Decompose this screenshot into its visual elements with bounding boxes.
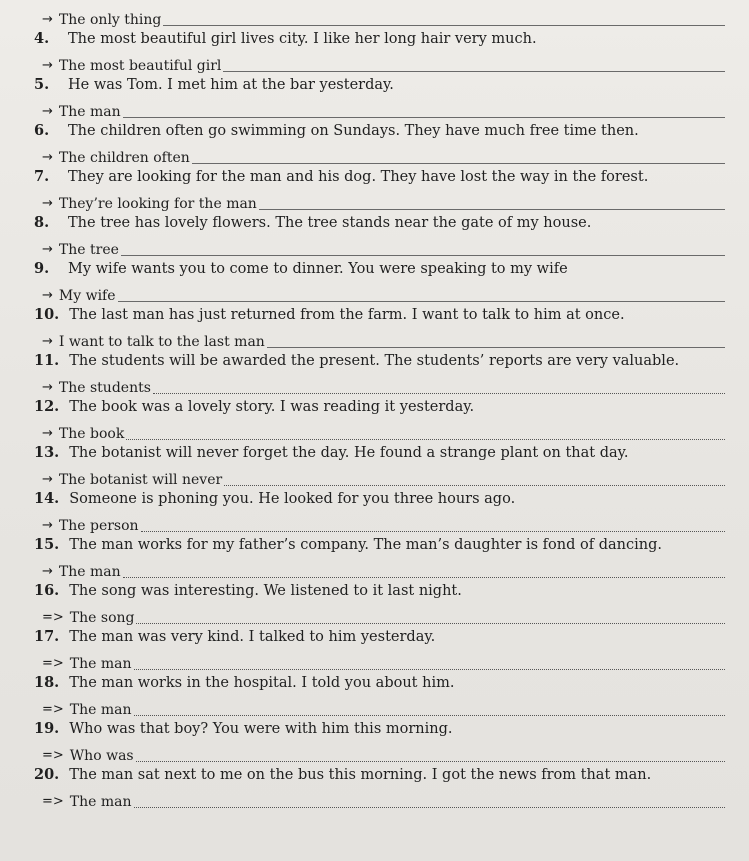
answer-line bbox=[28, 468, 739, 489]
exercise-item bbox=[28, 719, 739, 765]
answer-blank[interactable] bbox=[123, 563, 725, 578]
question-text: The children often go swimming on Sundays. They have much free time then. bbox=[68, 123, 639, 139]
answer-line bbox=[28, 744, 739, 765]
question-line bbox=[28, 213, 739, 238]
question-line bbox=[28, 167, 739, 192]
question-number: 11. bbox=[34, 352, 60, 369]
question-line bbox=[28, 397, 739, 422]
question-number: 6. bbox=[34, 122, 50, 139]
question-line bbox=[28, 29, 739, 54]
exercise-item bbox=[28, 167, 739, 213]
answer-stem: My wife bbox=[58, 288, 116, 304]
exercise-item bbox=[28, 75, 739, 121]
question-line bbox=[28, 765, 739, 790]
answer-stem: They’re looking for the man bbox=[58, 196, 257, 212]
question-text: He was Tom. I met him at the bar yesterday. bbox=[68, 77, 394, 93]
question-line bbox=[28, 581, 739, 606]
answer-blank[interactable] bbox=[118, 287, 725, 302]
question-number: 5. bbox=[34, 76, 50, 93]
exercise-item bbox=[28, 443, 739, 489]
exercise-item bbox=[28, 489, 739, 535]
exercise-item bbox=[28, 627, 739, 673]
question-text: The man works for my father’s company. The man’s daughter is fond of dancing. bbox=[69, 537, 662, 553]
answer-line bbox=[28, 284, 739, 305]
answer-blank[interactable] bbox=[134, 655, 725, 670]
answer-blank[interactable] bbox=[223, 57, 725, 72]
question-line bbox=[28, 535, 739, 560]
question-line bbox=[28, 673, 739, 698]
answer-blank[interactable] bbox=[123, 103, 725, 118]
question-text: My wife wants you to come to dinner. You were speaking to my wife bbox=[68, 261, 568, 277]
exercise-item bbox=[28, 8, 739, 29]
answer-stem: The man bbox=[58, 104, 121, 120]
answer-blank[interactable] bbox=[136, 609, 725, 624]
answer-stem: The man bbox=[69, 794, 132, 810]
answer-blank[interactable] bbox=[134, 701, 725, 716]
exercise-item bbox=[28, 29, 739, 75]
answer-line bbox=[28, 560, 739, 581]
implies-arrow-icon: => bbox=[42, 656, 64, 671]
answer-line bbox=[28, 330, 739, 351]
question-number: 10. bbox=[34, 306, 60, 323]
question-text: The man works in the hospital. I told you about him. bbox=[69, 675, 455, 691]
answer-line bbox=[28, 8, 739, 29]
answer-line bbox=[28, 54, 739, 75]
answer-line bbox=[28, 514, 739, 535]
answer-stem: Who was bbox=[69, 748, 134, 764]
answer-line bbox=[28, 192, 739, 213]
answer-blank[interactable] bbox=[126, 425, 725, 440]
question-line bbox=[28, 305, 739, 330]
question-text: The man sat next to me on the bus this morning. I got the news from that man. bbox=[69, 767, 652, 783]
question-number: 15. bbox=[34, 536, 60, 553]
exercise-item bbox=[28, 259, 739, 305]
question-number: 16. bbox=[34, 582, 60, 599]
question-text: The tree has lovely flowers. The tree stands near the gate of my house. bbox=[68, 215, 592, 231]
answer-line bbox=[28, 606, 739, 627]
question-number: 20. bbox=[34, 766, 60, 783]
question-number: 9. bbox=[34, 260, 50, 277]
question-text: The book was a lovely story. I was reading it yesterday. bbox=[69, 399, 475, 415]
question-number: 18. bbox=[34, 674, 60, 691]
exercise-item bbox=[28, 535, 739, 581]
answer-stem: The book bbox=[58, 426, 125, 442]
exercise-item bbox=[28, 351, 739, 397]
question-line bbox=[28, 627, 739, 652]
answer-blank[interactable] bbox=[134, 793, 725, 808]
question-number: 17. bbox=[34, 628, 60, 645]
answer-line bbox=[28, 376, 739, 397]
answer-stem: The man bbox=[69, 702, 132, 718]
answer-line bbox=[28, 422, 739, 443]
answer-blank[interactable] bbox=[224, 471, 725, 486]
answer-blank[interactable] bbox=[259, 195, 725, 210]
answer-stem: The man bbox=[69, 656, 132, 672]
answer-stem: The only thing bbox=[58, 12, 162, 28]
answer-blank[interactable] bbox=[267, 333, 725, 348]
answer-stem: The man bbox=[58, 564, 121, 580]
question-number: 13. bbox=[34, 444, 60, 461]
answer-blank[interactable] bbox=[153, 379, 725, 394]
question-number: 4. bbox=[34, 30, 50, 47]
exercise-item bbox=[28, 673, 739, 719]
answer-line bbox=[28, 146, 739, 167]
question-line bbox=[28, 719, 739, 744]
question-number: 12. bbox=[34, 398, 60, 415]
answer-blank[interactable] bbox=[121, 241, 725, 256]
answer-line bbox=[28, 652, 739, 673]
exercise-list bbox=[28, 8, 739, 811]
question-number: 8. bbox=[34, 214, 50, 231]
arrow-right-icon: → bbox=[42, 564, 53, 579]
arrow-right-icon: → bbox=[42, 288, 53, 303]
answer-stem: The most beautiful girl bbox=[58, 58, 222, 74]
question-number: 7. bbox=[34, 168, 50, 185]
answer-blank[interactable] bbox=[163, 11, 725, 26]
answer-stem: The students bbox=[58, 380, 151, 396]
implies-arrow-icon: => bbox=[42, 794, 64, 809]
arrow-right-icon: → bbox=[42, 196, 53, 211]
exercise-item bbox=[28, 581, 739, 627]
answer-line bbox=[28, 100, 739, 121]
question-number: 14. bbox=[34, 490, 60, 507]
implies-arrow-icon: => bbox=[42, 748, 64, 763]
question-line bbox=[28, 75, 739, 100]
exercise-item bbox=[28, 765, 739, 811]
arrow-right-icon: → bbox=[42, 150, 53, 165]
arrow-right-icon: → bbox=[42, 12, 53, 27]
question-text: The man was very kind. I talked to him yesterday. bbox=[69, 629, 436, 645]
answer-line bbox=[28, 698, 739, 719]
question-text: The botanist will never forget the day. He found a strange plant on that day. bbox=[69, 445, 629, 461]
arrow-right-icon: → bbox=[42, 242, 53, 257]
arrow-right-icon: → bbox=[42, 518, 53, 533]
question-text: The last man has just returned from the farm. I want to talk to him at once. bbox=[69, 307, 625, 323]
implies-arrow-icon: => bbox=[42, 702, 64, 717]
answer-blank[interactable] bbox=[141, 517, 725, 532]
exercise-item bbox=[28, 213, 739, 259]
exercise-item bbox=[28, 397, 739, 443]
answer-stem: The person bbox=[58, 518, 139, 534]
question-text: The students will be awarded the present. The students’ reports are very valuable. bbox=[69, 353, 680, 369]
exercise-item bbox=[28, 121, 739, 167]
answer-stem: The tree bbox=[58, 242, 119, 258]
question-line bbox=[28, 489, 739, 514]
arrow-right-icon: → bbox=[42, 472, 53, 487]
arrow-right-icon: → bbox=[42, 58, 53, 73]
answer-line bbox=[28, 238, 739, 259]
answer-stem: I want to talk to the last man bbox=[58, 334, 265, 350]
answer-line bbox=[28, 790, 739, 811]
answer-stem: The children often bbox=[58, 150, 190, 166]
exercise-item bbox=[28, 305, 739, 351]
question-number: 19. bbox=[34, 720, 60, 737]
question-line bbox=[28, 259, 739, 284]
arrow-right-icon: → bbox=[42, 104, 53, 119]
question-text: Someone is phoning you. He looked for you three hours ago. bbox=[69, 491, 516, 507]
arrow-right-icon: → bbox=[42, 380, 53, 395]
question-line bbox=[28, 121, 739, 146]
answer-stem: The botanist will never bbox=[58, 472, 223, 488]
answer-stem: The song bbox=[69, 610, 135, 626]
question-line bbox=[28, 351, 739, 376]
question-text: Who was that boy? You were with him this morning. bbox=[69, 721, 453, 737]
arrow-right-icon: → bbox=[42, 426, 53, 441]
question-text: The most beautiful girl lives city. I like her long hair very much. bbox=[68, 31, 537, 47]
question-line bbox=[28, 443, 739, 468]
question-text: They are looking for the man and his dog. They have lost the way in the forest. bbox=[68, 169, 649, 185]
arrow-right-icon: → bbox=[42, 334, 53, 349]
answer-blank[interactable] bbox=[192, 149, 725, 164]
implies-arrow-icon: => bbox=[42, 610, 64, 625]
answer-blank[interactable] bbox=[136, 747, 725, 762]
question-text: The song was interesting. We listened to it last night. bbox=[69, 583, 462, 599]
